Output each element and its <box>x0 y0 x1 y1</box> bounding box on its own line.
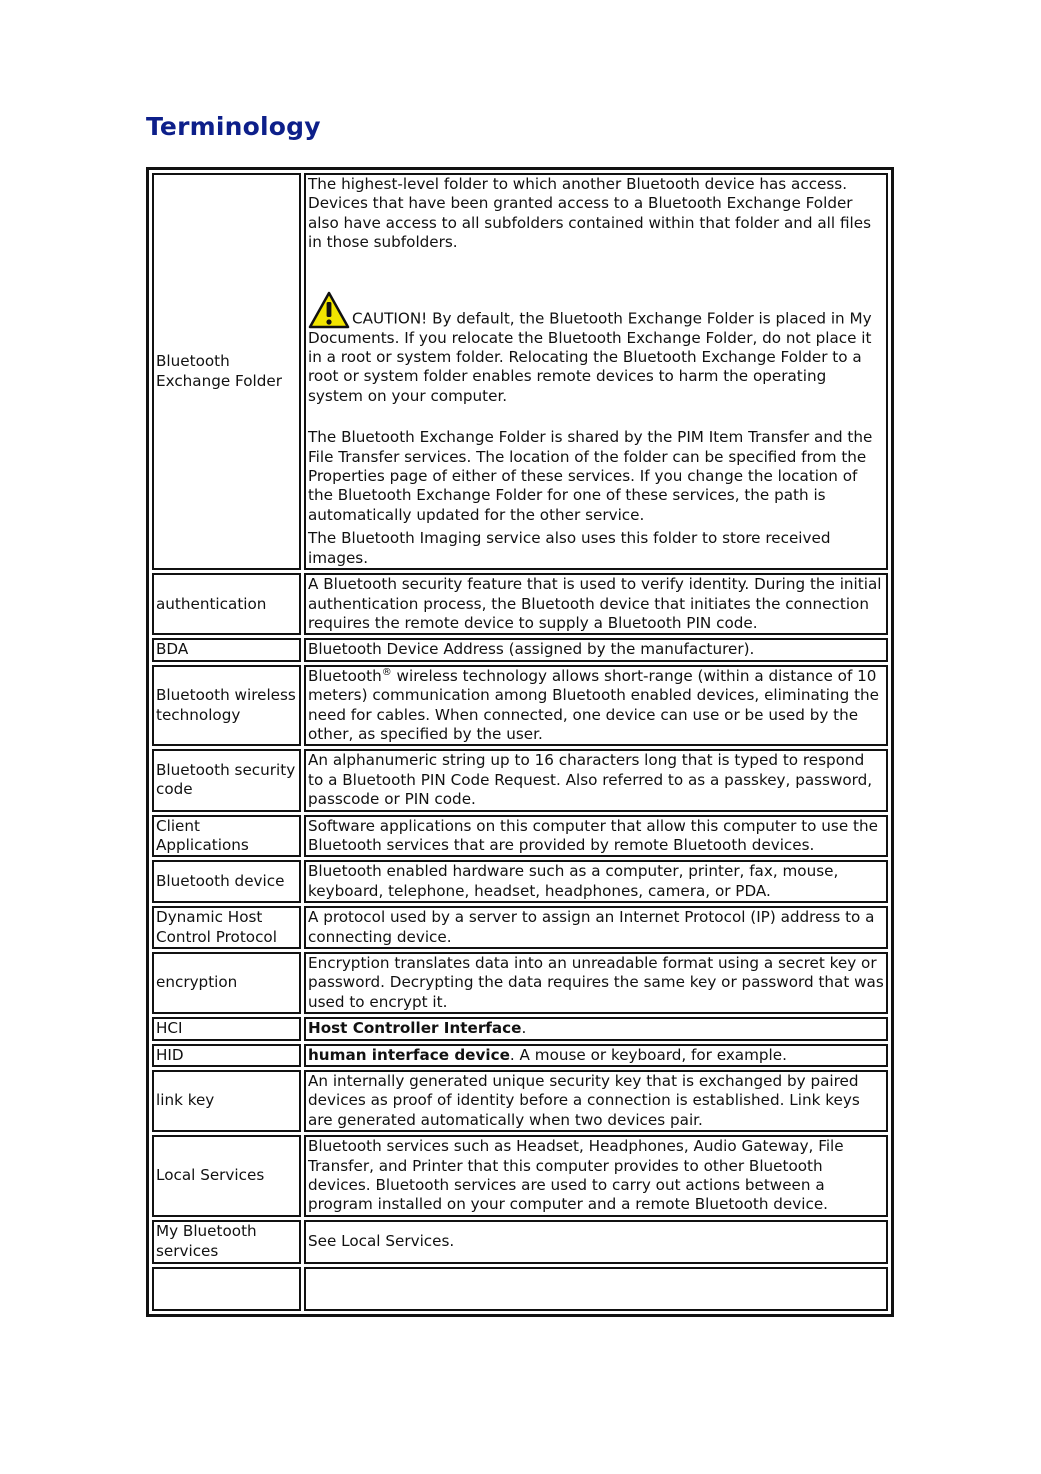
definition-text: . <box>521 1019 527 1038</box>
definition-lead: Bluetooth <box>308 666 382 685</box>
terminology-table-wrapper <box>146 167 894 1377</box>
table-row <box>152 1070 888 1132</box>
definition-cell: Bluetooth services such as Headset, Headphones, Audio Gateway, File Transfer, and Printer that this computer provides to other Bluetooth devices. Bluetooth services are used to carry out actions between a program installed on your computer and a remote Bluetooth device. <box>304 1135 888 1217</box>
definition-cell: See Local Services. <box>304 1220 888 1264</box>
definition-paragraph: The highest-level folder to which another Bluetooth device has access. Devices that have been granted access to a Bluetooth Exchange Folder also have access to all subfolders contained within that folder and all files in those subfolders. <box>308 175 871 252</box>
table-row <box>152 1135 888 1217</box>
definition-cell <box>304 1017 888 1040</box>
definition-cell <box>304 1044 888 1067</box>
term-cell: Client Applications <box>152 815 301 858</box>
term-cell: BDA <box>152 638 301 661</box>
table-row <box>152 1017 888 1040</box>
definition-cell: Software applications on this computer that allow this computer to use the Bluetooth services that are provided by remote Bluetooth devices. <box>304 815 888 858</box>
caution-text: CAUTION! By default, the Bluetooth Exchange Folder is placed in My Documents. If you relocate the Bluetooth Exchange Folder, do not place it in a root or system folder. Relocating the Bluetooth Exchange Folder to a root or system folder enables remote devices to harm the operating system on your computer. <box>308 309 872 405</box>
table-row <box>152 665 888 747</box>
definition-cell: Bluetooth Device Address (assigned by the manufacturer). <box>304 638 888 661</box>
term-cell: My Bluetooth services <box>152 1220 301 1264</box>
definition-cell: An internally generated unique security key that is exchanged by paired devices as proof of identity before a connection is established. Link keys are generated automatically when two devices pair. <box>304 1070 888 1132</box>
definition-cell <box>304 665 888 747</box>
definition-paragraph: The Bluetooth Imaging service also uses this folder to store received images. <box>308 529 831 567</box>
definition-paragraph: The Bluetooth Exchange Folder is shared by the PIM Item Transfer and the File Transfer services. The location of the folder can be specified from the Properties page of either of these services. If you change the location of the Bluetooth Exchange Folder for one of these services, the path is automatically updated for the other service. <box>308 428 873 524</box>
term-cell: Dynamic Host Control Protocol <box>152 906 301 949</box>
table-row <box>152 952 888 1014</box>
definition-cell-empty <box>304 1267 888 1311</box>
term-cell: authentication <box>152 573 301 635</box>
definition-cell: Bluetooth enabled hardware such as a computer, printer, fax, mouse, keyboard, telephone, headset, headphones, camera, or PDA. <box>304 860 888 903</box>
definition-bold-term: human interface device <box>308 1045 510 1064</box>
definition-cell <box>304 173 888 570</box>
table-row <box>152 906 888 949</box>
table-row <box>152 573 888 635</box>
term-cell: link key <box>152 1070 301 1132</box>
table-row <box>152 815 888 858</box>
table-row <box>152 173 888 570</box>
definition-text: wireless technology allows short-range (within a distance of 10 meters) communication among Bluetooth enabled devices, eliminating the need for cables. When connected, one device can use or be used by the other, as specified by the user. <box>308 666 879 743</box>
page-title: Terminology <box>146 112 321 141</box>
table-row <box>152 1220 888 1264</box>
caution-paragraph <box>308 291 884 407</box>
term-cell: HID <box>152 1044 301 1067</box>
term-cell: Bluetooth wireless technology <box>152 665 301 747</box>
term-cell-empty <box>152 1267 301 1311</box>
term-cell: Bluetooth Exchange Folder <box>152 173 301 570</box>
definition-bold-term: Host Controller Interface <box>308 1019 522 1038</box>
table-row <box>152 1044 888 1067</box>
term-cell: HCI <box>152 1017 301 1040</box>
definition-text: . A mouse or keyboard, for example. <box>509 1045 787 1064</box>
table-row <box>152 860 888 903</box>
caution-triangle-icon <box>308 291 350 329</box>
table-row <box>152 749 888 811</box>
table-row <box>152 638 888 661</box>
term-cell: Bluetooth security code <box>152 749 301 811</box>
term-cell: Bluetooth device <box>152 860 301 903</box>
definition-cell: An alphanumeric string up to 16 characters long that is typed to respond to a Bluetooth PIN Code Request. Also referred to as a passkey, password, passcode or PIN code. <box>304 749 888 811</box>
table-row-cut-off <box>152 1267 888 1311</box>
term-cell: encryption <box>152 952 301 1014</box>
term-cell: Local Services <box>152 1135 301 1217</box>
definition-cell: Encryption translates data into an unreadable format using a secret key or password. Decrypting the data requires the same key or password that was used to encrypt it. <box>304 952 888 1014</box>
registered-mark: ® <box>381 666 392 678</box>
definition-cell: A Bluetooth security feature that is used to verify identity. During the initial authentication process, the Bluetooth device that initiates the connection requires the remote device to supply a Bluetooth PIN code. <box>304 573 888 635</box>
terminology-table <box>146 167 894 1317</box>
definition-cell: A protocol used by a server to assign an Internet Protocol (IP) address to a connecting device. <box>304 906 888 949</box>
